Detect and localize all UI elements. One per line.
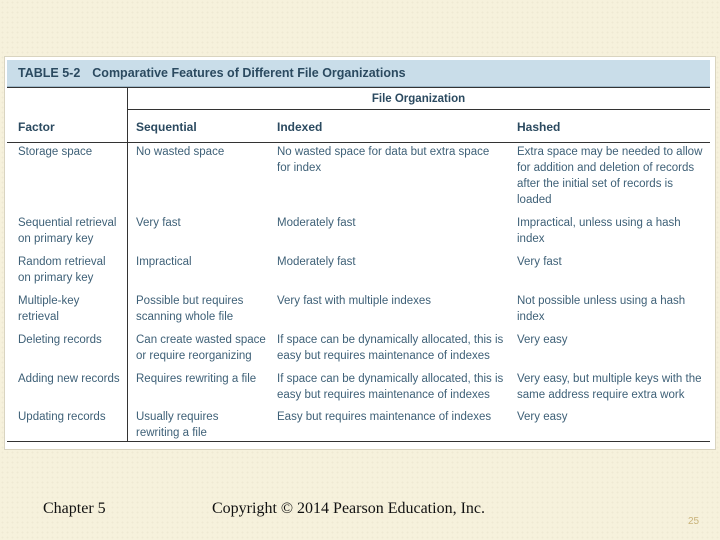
column-header-hashed: Hashed bbox=[517, 120, 561, 134]
footer-chapter: Chapter 5 bbox=[43, 500, 106, 517]
cell-indexed: Very fast with multiple indexes bbox=[277, 295, 432, 307]
footer-copyright: Copyright © 2014 Pearson Education, Inc. bbox=[212, 500, 485, 517]
group-header: File Organization bbox=[127, 89, 710, 110]
column-header-factor: Factor bbox=[18, 120, 55, 134]
cell-hashed: Very easy bbox=[517, 411, 568, 423]
cell-hashed: Impractical, unless using a hash index bbox=[517, 217, 681, 245]
cell-indexed: Moderately fast bbox=[277, 256, 356, 268]
cell-indexed: Easy but requires maintenance of indexes bbox=[277, 411, 492, 423]
cell-sequential: Possible but requires scanning whole file bbox=[136, 295, 244, 323]
cell-hashed: Very easy bbox=[517, 334, 568, 346]
cell-factor: Updating records bbox=[18, 411, 106, 423]
table-rule-top bbox=[7, 87, 710, 88]
table-title: Comparative Features of Different File Organizations bbox=[92, 66, 406, 80]
cell-sequential: Very fast bbox=[136, 217, 181, 229]
table-rule-bottom bbox=[7, 441, 710, 442]
cell-factor: Multiple-key retrieval bbox=[18, 295, 80, 323]
column-divider bbox=[127, 88, 128, 441]
cell-factor: Adding new records bbox=[18, 373, 120, 385]
cell-hashed: Very easy, but multiple keys with the same address require extra work bbox=[517, 373, 702, 401]
cell-indexed: If space can be dynamically allocated, this is easy but requires maintenance of indexes bbox=[277, 334, 504, 362]
cell-sequential: Requires rewriting a file bbox=[136, 373, 257, 385]
cell-factor: Storage space bbox=[18, 146, 93, 158]
cell-hashed: Extra space may be needed to allow for addition and deletion of records after the initial set of records is loaded bbox=[517, 146, 703, 206]
cell-hashed: Very fast bbox=[517, 256, 562, 268]
table-caption bbox=[7, 60, 710, 87]
column-header-sequential: Sequential bbox=[136, 120, 197, 134]
header-rule bbox=[7, 142, 710, 143]
cell-indexed: If space can be dynamically allocated, this is easy but requires maintenance of indexes bbox=[277, 373, 504, 401]
table-label: TABLE 5-2 bbox=[18, 66, 81, 80]
cell-indexed: Moderately fast bbox=[277, 217, 356, 229]
cell-sequential: Usually requires rewriting a file bbox=[136, 411, 219, 439]
column-header-indexed: Indexed bbox=[277, 120, 323, 134]
cell-factor: Deleting records bbox=[18, 334, 102, 346]
comparison-table bbox=[7, 60, 710, 444]
cell-sequential: Can create wasted space or require reorganizing bbox=[136, 334, 266, 362]
cell-factor: Random retrieval on primary key bbox=[18, 256, 106, 284]
cell-hashed: Not possible unless using a hash index bbox=[517, 295, 686, 323]
cell-indexed: No wasted space for data but extra space for index bbox=[277, 146, 490, 174]
page-number: 25 bbox=[688, 516, 700, 527]
cell-sequential: Impractical bbox=[136, 256, 192, 268]
cell-sequential: No wasted space bbox=[136, 146, 225, 158]
cell-factor: Sequential retrieval on primary key bbox=[18, 217, 117, 245]
